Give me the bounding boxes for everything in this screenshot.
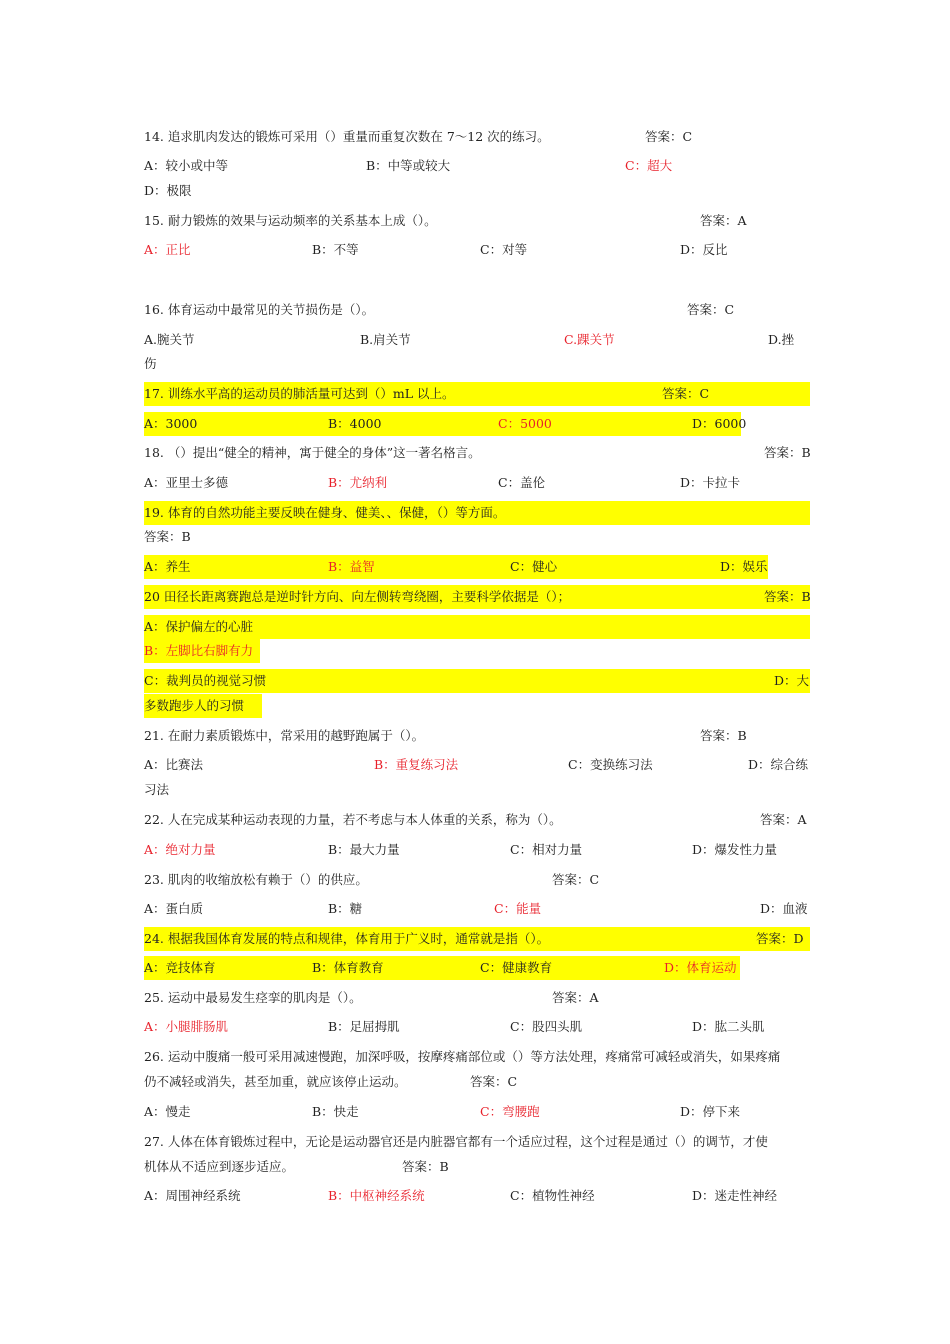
question-text: 15. 耐力锻炼的效果与运动频率的关系基本上成（）。 (144, 213, 437, 228)
highlighted-text-line (144, 412, 747, 436)
question-text: A：保护偏左的心脏 (144, 619, 254, 634)
question-text: D：卡拉卡 (680, 475, 741, 490)
question-text: 答案：C (470, 1074, 518, 1089)
question-text: C：变换练习法 (568, 757, 653, 772)
text-line (144, 868, 810, 892)
question-text: D：娱乐 (720, 559, 768, 574)
question-text: C：健心 (510, 559, 558, 574)
question-text: 答案：C (687, 302, 735, 317)
text-line (144, 298, 810, 322)
question-text: 17. 训练水平高的运动员的肺活量可达到（）mL 以上。 (144, 386, 455, 401)
question-text: A：较小或中等 (144, 158, 229, 173)
question-text: 14. 追求肌肉发达的锻炼可采用（）重量而重复次数在 7～12 次的练习。 (144, 129, 550, 144)
text-line (144, 724, 810, 748)
correct-answer-text: D：体育运动 (664, 960, 737, 975)
question-text: B：糖 (328, 901, 363, 916)
highlighted-text-line (144, 615, 810, 639)
question-text: 答案：B (764, 445, 811, 460)
question-text: B：中等或较大 (366, 158, 451, 173)
text-line (144, 471, 810, 495)
correct-answer-text: A：绝对力量 (144, 842, 216, 857)
question-text: 答案：D (756, 931, 804, 946)
question-text: D：肱二头肌 (692, 1019, 765, 1034)
question-text: C：裁判员的视觉习惯 (144, 673, 267, 688)
question-text: D：6000 (692, 416, 747, 431)
question-text: 25. 运动中最易发生痉挛的肌肉是（）。 (144, 990, 362, 1005)
question-text: 多数跑步人的习惯 (144, 698, 245, 713)
correct-answer-text: C：5000 (498, 416, 552, 431)
question-text: 23. 肌肉的收缩放松有赖于（）的供应。 (144, 872, 368, 887)
correct-answer-text: B：尤纳利 (328, 475, 388, 490)
text-line (144, 179, 810, 203)
question-text: C：对等 (480, 242, 528, 257)
correct-answer-text: C.踝关节 (564, 332, 615, 347)
text-line (144, 352, 810, 376)
correct-answer-text: B：重复练习法 (374, 757, 459, 772)
text-line (144, 209, 810, 233)
question-text: A：竞技体育 (144, 960, 216, 975)
question-text: 24. 根据我国体育发展的特点和规律，体育用于广义时，通常就是指（）。 (144, 931, 550, 946)
highlighted-text-line (144, 956, 740, 980)
question-text: 22. 人在完成某种运动表现的力量，若不考虑与本人体重的关系，称为（）。 (144, 812, 562, 827)
text-line (144, 238, 810, 262)
question-text: A：比赛法 (144, 757, 204, 772)
text-line (144, 1130, 810, 1154)
text-line (144, 1015, 810, 1039)
text-line (144, 525, 810, 549)
highlighted-text-line (144, 501, 810, 525)
correct-answer-text: B：益智 (328, 559, 375, 574)
text-line (144, 125, 810, 149)
question-text: 伤 (144, 356, 157, 371)
correct-answer-text: B：左脚比右脚有力 (144, 643, 254, 658)
correct-answer-text: C：超大 (625, 158, 673, 173)
question-text: A：养生 (144, 559, 191, 574)
question-text: 机体从不适应到逐步适应。 (144, 1159, 295, 1174)
question-text: 16. 体育运动中最常见的关节损伤是（）。 (144, 302, 375, 317)
question-text: 答案：A (760, 812, 807, 827)
question-text: 答案：C (552, 872, 600, 887)
highlighted-text-line (144, 639, 260, 663)
correct-answer-text: C：弯腰跑 (480, 1104, 540, 1119)
question-text: A.腕关节 (144, 332, 195, 347)
text-line (144, 808, 810, 832)
question-text: 27. 人体在体育锻炼过程中，无论是运动器官还是内脏器官都有一个适应过程，这个过程是通过（）的调节，才使 (144, 1134, 768, 1149)
question-text: B：快走 (312, 1104, 359, 1119)
question-text: D：血液 (760, 901, 808, 916)
question-text: 答案：C (662, 386, 710, 401)
question-text: D：大 (774, 673, 810, 688)
question-text: 仍不减轻或消失，甚至加重，就应该停止运动。 (144, 1074, 407, 1089)
question-text: B：不等 (312, 242, 359, 257)
highlighted-text-line (144, 555, 768, 579)
text-line (144, 897, 810, 921)
question-text: 答案：B (144, 529, 191, 544)
text-line (144, 1155, 810, 1179)
question-text: C：盖伦 (498, 475, 546, 490)
question-text: A：亚里士多德 (144, 475, 229, 490)
question-text: A：周围神经系统 (144, 1188, 241, 1203)
text-line (144, 986, 810, 1010)
question-text: C：健康教育 (480, 960, 553, 975)
question-text: C：相对力量 (510, 842, 583, 857)
text-line (144, 1045, 810, 1069)
question-text: D：迷走性神经 (692, 1188, 778, 1203)
question-text: D：综合练 (748, 757, 809, 772)
text-line (144, 154, 810, 178)
question-text: 21. 在耐力素质锻炼中，常采用的越野跑属于（）。 (144, 728, 425, 743)
correct-answer-text: B：中枢神经系统 (328, 1188, 425, 1203)
question-text: D：爆发性力量 (692, 842, 778, 857)
question-text: D：停下来 (680, 1104, 741, 1119)
question-text: D：极限 (144, 183, 192, 198)
highlighted-text-line (144, 669, 810, 693)
question-text: D：反比 (680, 242, 728, 257)
text-line (144, 778, 810, 802)
question-text: C：植物性神经 (510, 1188, 595, 1203)
question-text: A：3000 (144, 416, 198, 431)
question-text: 20 田径长距离赛跑总是逆时针方向、向左侧转弯绕圈，主要科学依据是（）； (144, 589, 571, 604)
question-text: 答案：B (764, 589, 811, 604)
question-text: B：体育教育 (312, 960, 384, 975)
text-line (144, 838, 810, 862)
highlighted-text-line (144, 694, 262, 718)
question-text: 答案：A (552, 990, 599, 1005)
question-text: A：蛋白质 (144, 901, 204, 916)
question-text: B：4000 (328, 416, 382, 431)
text-line (144, 328, 810, 352)
question-text: B：足屈拇肌 (328, 1019, 400, 1034)
highlighted-text-line (144, 927, 810, 951)
text-line (144, 1100, 810, 1124)
question-text: B.肩关节 (360, 332, 411, 347)
text-line (144, 441, 810, 465)
question-text: 答案：A (700, 213, 747, 228)
text-line (144, 753, 810, 777)
correct-answer-text: A：小腿腓肠肌 (144, 1019, 229, 1034)
highlighted-text-line (144, 585, 810, 609)
correct-answer-text: C：能量 (494, 901, 542, 916)
question-text: 答案：C (645, 129, 693, 144)
question-text: 26. 运动中腹痛一般可采用减速慢跑，加深呼吸，按摩疼痛部位或（）等方法处理，疼痛常可减轻或消失，如果疼痛 (144, 1049, 781, 1064)
question-text: 习法 (144, 782, 170, 797)
question-text: 19. 体育的自然功能主要反映在健身、健美、、保健，（）等方面。 (144, 505, 506, 520)
text-line (144, 1184, 810, 1208)
question-text: C：股四头肌 (510, 1019, 583, 1034)
question-text: 答案：B (700, 728, 747, 743)
question-text: 答案：B (402, 1159, 449, 1174)
highlighted-text-line (144, 382, 810, 406)
question-text: 18. （）提出“健全的精神，寓于健全的身体”这一著名格言。 (144, 445, 481, 460)
question-text: D.挫 (768, 332, 795, 347)
text-line (144, 1070, 810, 1094)
question-text: B：最大力量 (328, 842, 400, 857)
question-text: A：慢走 (144, 1104, 191, 1119)
correct-answer-text: A：正比 (144, 242, 191, 257)
